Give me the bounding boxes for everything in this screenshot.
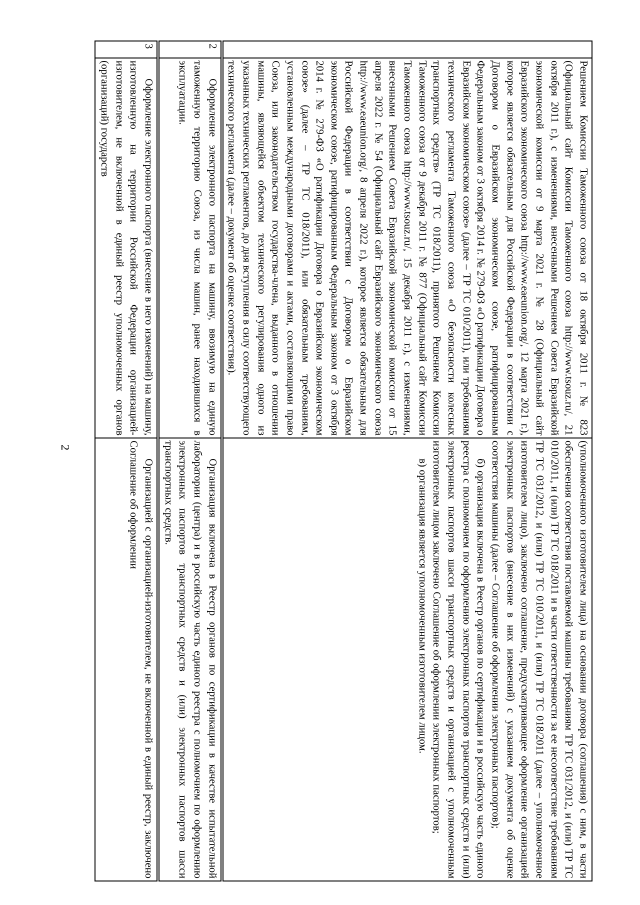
requirement-text: в) организация является уполномоченным изготовителем лицом.	[416, 458, 429, 754]
requirement-text: б) организация включена в Реестр органов по сертификации и в российскую часть единого реестра с полномочием по оформлению электронных паспортов транспортных средств и (или) электронных паспортов шасси транспортных средств и организацией с уполномоченным изготовителем лицом заключено Соглашение об оформлении электронных паспортов;	[430, 440, 487, 878]
operation-description: Оформление электронного паспорта на машину, ввозимую на единую таможенную территорию Союза, из числа машин, ранее находившихся в эксплуатации.	[158, 58, 222, 438]
row-number	[222, 41, 592, 58]
row-number: 3	[95, 41, 158, 58]
operation-description: Решением Комиссии Таможенного союза от 18 октября 2011 г. № 823 (Официальный сайт Комиссии Таможенного союза http://www.tsouz.ru/, 21 октября 2011 г.), с изменениями, внесенными Решением Совета Евразийской экономической комиссии от 9 марта 2021 г. № 28 (Официальный сайт Евразийского экономического союза http://www.eaeunion.org/, 12 марта 2021 г.), которое является обязательным для Российской Федерации в соответствии с Договором о Евразийском экономическом союзе, ратифицированным Федеральным законом от 3 октября 2014 г. № 279-ФЗ «О ратификации Договора о Евразийском экономическом союзе» (далее – ТР ТС 010/2011), или требованиям технического регламента Таможенного союза «О безопасности колесных транспортных средств» (ТР ТС 018/2011), принятого Решением Комиссии Таможенного союза от 9 декабря 2011 г. № 877 (Официальный сайт Комиссии Таможенного союза http://www.tsouz.ru/, 15 декабря 2011 г.), с изменениями, внесенными Решением Совета Евразийской экономической комиссии от 15 апреля 2022 г. № 54 (Официальный сайт Евразийского экономического союза http://www.eaeunion.org/, 8 апреля 2022 г.), которое является обязательным для Российской Федерации в соответствии с Договором о Евразийском экономическом союзе, ратифицированным Федеральным законом от 3 октября 2014 г. № 279-ФЗ «О ратификации Договора о Евразийском экономическом союзе» (далее – ТР ТС 018/2011), или обязательным требованиям, установленным международными договорами и актами, составляющими право Союза, или законодательством государства-члена, выданного в отношении машины, являющейся объектом технического регулирования одного из указанных технических регламентов, до дня вступления в силу соответствующего технического регламента (далее – документ об оценке соответствия).	[222, 58, 592, 438]
page-number: 2	[58, 444, 73, 451]
requirement-text: (уполномоченного изготовителем лица) на основании договора (соглашения) с ним, в части обеспечения соответствия поставляемой машины требованиям ТР ТС 031/2012, и (или) ТР ТС 010/2011, и (или) ТР ТС 018/2011 и в части ответственности за ее несоответствие требованиям ТР ТС 031/2012, и (или) ТР ТС 010/2011, и (или) ТР ТС 018/2011 (далее – уполномоченное изготовителем лицо), заключено соглашение, предусматривающее оформление организацией электронных паспортов (внесение в них изменений) с указанием документа об оценке соответствия машины (далее – Соглашение об оформлении электронных паспортов);	[489, 440, 590, 878]
organization-requirements: Организация включена в Реестр органов по сертификации в качестве испытательной лаборатории (центра) и в российскую часть единого реестра с полномочием по оформлению электронных паспортов транспортных средств и (или) электронных паспортов шасси транспортных средств.	[158, 438, 222, 881]
table-row	[95, 41, 158, 881]
operation-description: Оформление электронного паспорта (внесение в него изменений) на машину, изготовленную на территории Российской Федерации организацией-изготовителем, не включенной в единый реестр уполномоченных органов (организаций) государств	[95, 58, 158, 438]
rotated-page-content	[48, 40, 593, 878]
organization-requirements: Организацией с организацией-изготовителем, не включенной в единый реестр, заключено Соглашение об оформлении	[95, 438, 158, 881]
row-number: 2	[158, 41, 222, 58]
organization-requirements	[222, 438, 592, 881]
authorization-table	[95, 40, 593, 881]
table-row	[222, 41, 592, 881]
table-row	[158, 41, 222, 881]
